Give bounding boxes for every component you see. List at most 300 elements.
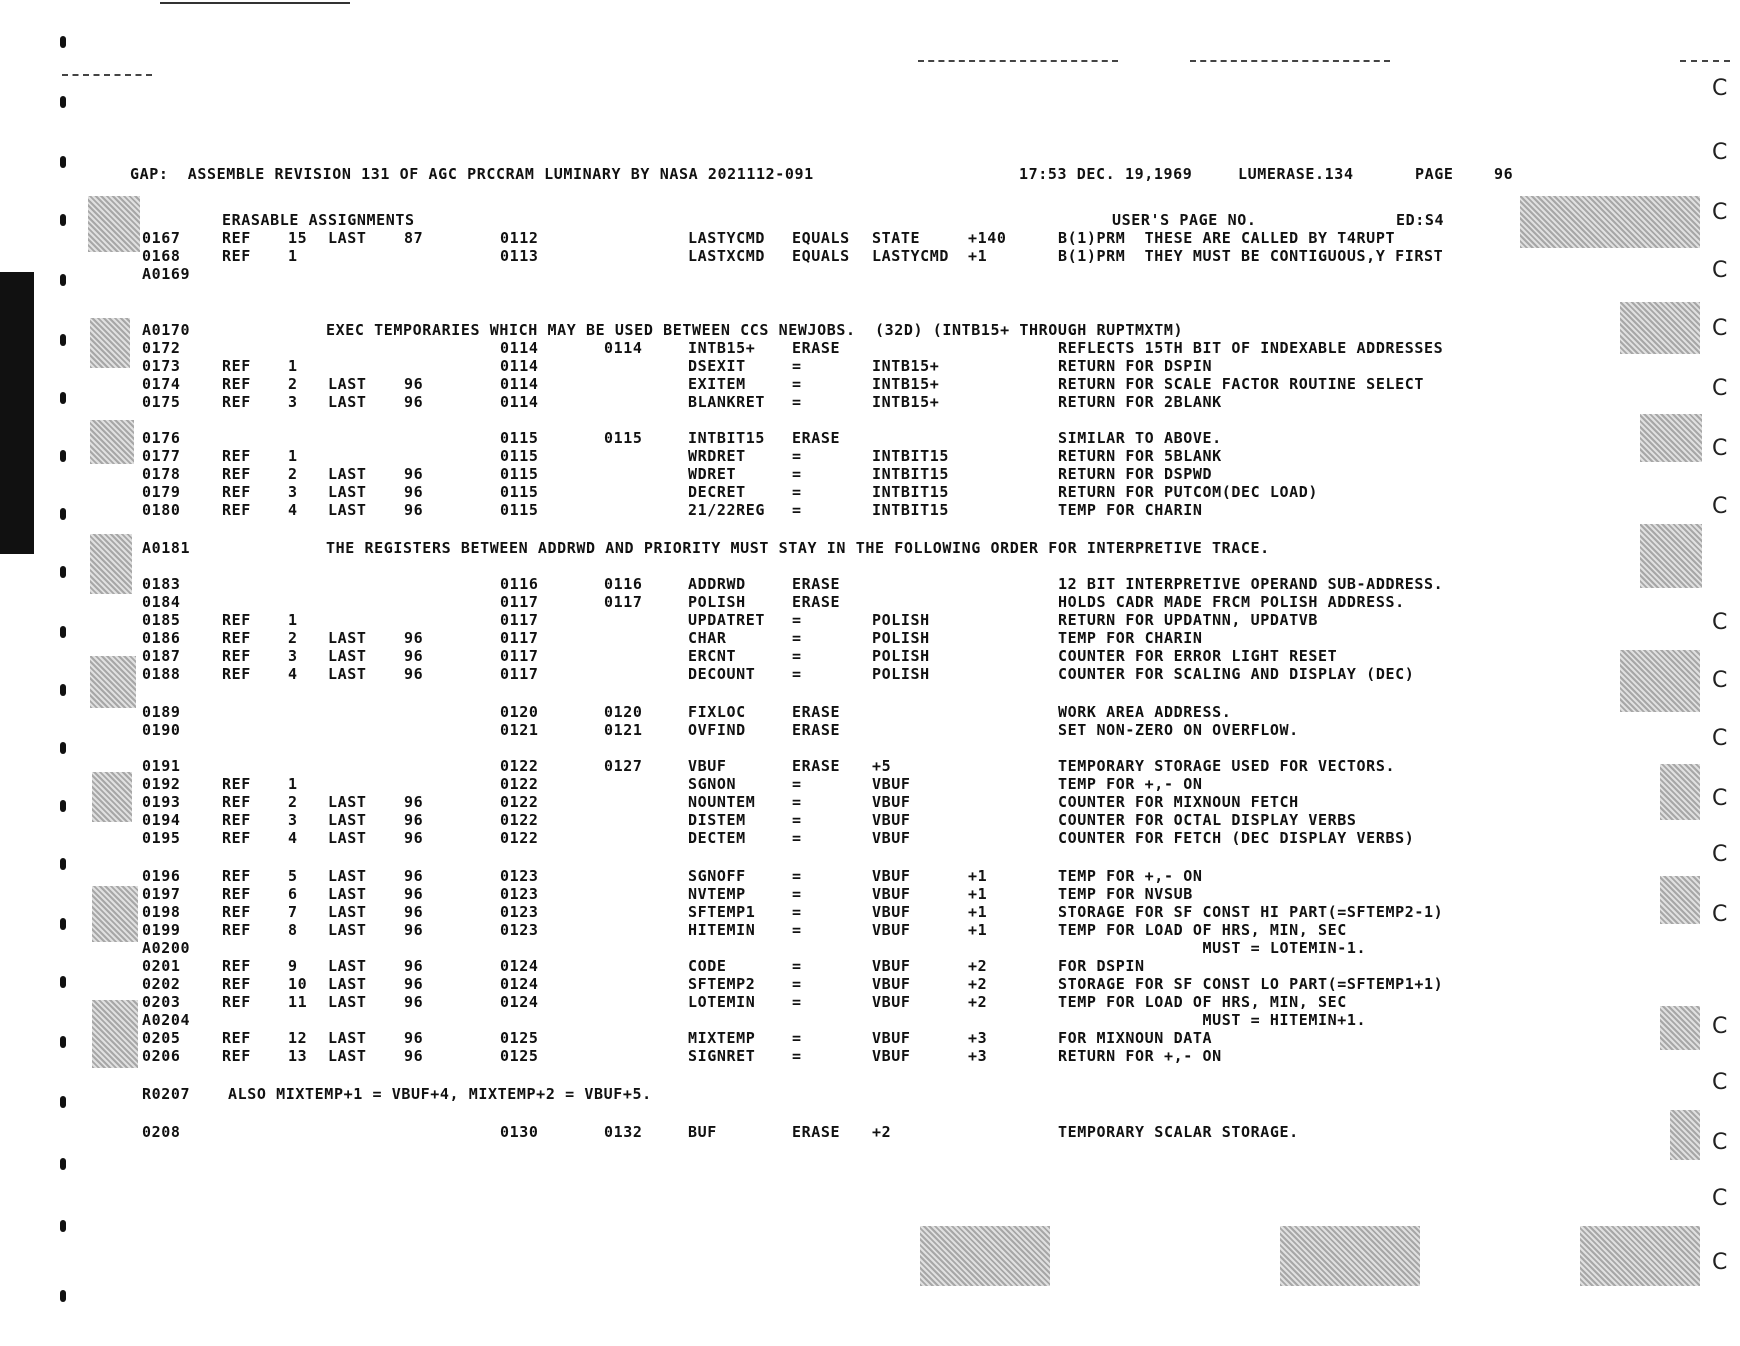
col-e: 96 xyxy=(404,903,424,921)
col-f: 0115 xyxy=(500,447,539,465)
col-l: COUNTER FOR FETCH (DEC DISPLAY VERBS) xyxy=(1058,829,1415,847)
col-a: 0184 xyxy=(142,593,181,611)
col-l: MUST = LOTEMIN-1. xyxy=(1058,939,1367,957)
col-h: INTBIT15 xyxy=(688,429,766,447)
listing-line xyxy=(0,792,1740,812)
col-d: LAST xyxy=(328,975,367,993)
feed-hole xyxy=(60,1220,66,1232)
col-l: TEMPORARY STORAGE USED FOR VECTORS. xyxy=(1058,757,1396,775)
col-e: 96 xyxy=(404,885,424,903)
col-j: LASTYCMD xyxy=(872,247,950,265)
col-l: B(1)PRM THESE ARE CALLED BY T4RUPT xyxy=(1058,229,1396,247)
col-d: LAST xyxy=(328,393,367,411)
col-j: VBUF xyxy=(872,1047,911,1065)
col-c: 5 xyxy=(288,867,298,885)
col-a: 0195 xyxy=(142,829,181,847)
col-l: FOR DSPIN xyxy=(1058,957,1145,975)
scan-noise xyxy=(920,1226,1050,1286)
listing-line xyxy=(0,828,1740,848)
col-d: LAST xyxy=(328,903,367,921)
listing-line xyxy=(0,756,1740,776)
col-f: 0114 xyxy=(500,357,539,375)
col-f: 0123 xyxy=(500,903,539,921)
listing-line xyxy=(0,500,1740,520)
col-i: = xyxy=(792,1047,802,1065)
col-d: LAST xyxy=(328,1029,367,1047)
col-a: 0193 xyxy=(142,793,181,811)
col-c: 2 xyxy=(288,375,298,393)
dash-mark xyxy=(62,74,152,76)
header-time: 17:53 DEC. 19,1969 xyxy=(1019,165,1193,183)
listing-line xyxy=(0,974,1740,994)
col-d: LAST xyxy=(328,885,367,903)
col-l: COUNTER FOR MIXNOUN FETCH xyxy=(1058,793,1299,811)
col-e: 96 xyxy=(404,829,424,847)
col-c: 3 xyxy=(288,483,298,501)
col-e: 96 xyxy=(404,975,424,993)
col-h: SIGNRET xyxy=(688,1047,756,1065)
col-a: 0175 xyxy=(142,393,181,411)
col-g: 0120 xyxy=(604,703,643,721)
col-a: 0191 xyxy=(142,757,181,775)
col-b: REF xyxy=(222,357,251,375)
col-f: 0115 xyxy=(500,429,539,447)
col-b: REF xyxy=(222,993,251,1011)
col-g: 0115 xyxy=(604,429,643,447)
listing-line xyxy=(0,956,1740,976)
listing-line xyxy=(0,228,1740,248)
col-a: 0208 xyxy=(142,1123,181,1141)
edge-mark: C xyxy=(1712,1070,1728,1095)
col-h: VBUF xyxy=(688,757,727,775)
col-j: +2 xyxy=(872,1123,892,1141)
col-c: 15 xyxy=(288,229,308,247)
col-i: = xyxy=(792,1029,802,1047)
col-a: 0203 xyxy=(142,993,181,1011)
feed-hole xyxy=(60,36,66,48)
col-f: 0122 xyxy=(500,793,539,811)
col-a: 0183 xyxy=(142,575,181,593)
listing-line xyxy=(0,1122,1740,1142)
col-i: = xyxy=(792,921,802,939)
col-b: REF xyxy=(222,1029,251,1047)
col-a: 0199 xyxy=(142,921,181,939)
col-h: EXITEM xyxy=(688,375,746,393)
col-k: +1 xyxy=(968,903,988,921)
col-a: A0181 xyxy=(142,539,191,557)
col-j: POLISH xyxy=(872,611,930,629)
col-h: DISTEM xyxy=(688,811,746,829)
col-i: ERASE xyxy=(792,757,841,775)
col-e: 96 xyxy=(404,629,424,647)
col-f: 0122 xyxy=(500,757,539,775)
col-j: INTBIT15 xyxy=(872,465,950,483)
col-k: +140 xyxy=(968,229,1007,247)
col-c: 12 xyxy=(288,1029,308,1047)
col-c: 3 xyxy=(288,393,298,411)
col-j: INTBIT15 xyxy=(872,483,950,501)
col-d: LAST xyxy=(328,501,367,519)
col-l: B(1)PRM THEY MUST BE CONTIGUOUS,Y FIRST xyxy=(1058,247,1444,265)
col-a: 0173 xyxy=(142,357,181,375)
col-i: = xyxy=(792,393,802,411)
col-e: 96 xyxy=(404,993,424,1011)
col-e: 87 xyxy=(404,229,424,247)
col-b: REF xyxy=(222,501,251,519)
col-b: REF xyxy=(222,1047,251,1065)
col-f: 0125 xyxy=(500,1047,539,1065)
col-l: SIMILAR TO ABOVE. xyxy=(1058,429,1222,447)
col-i: = xyxy=(792,867,802,885)
col-b: REF xyxy=(222,975,251,993)
col-b: REF xyxy=(222,921,251,939)
col-d: LAST xyxy=(328,957,367,975)
col-k: +2 xyxy=(968,975,988,993)
col-d: LAST xyxy=(328,1047,367,1065)
listing-line xyxy=(0,992,1740,1012)
listing-line xyxy=(0,538,1740,558)
header-line xyxy=(0,164,1740,184)
col-c: 3 xyxy=(288,647,298,665)
listing-line xyxy=(0,774,1740,794)
col-a: 0198 xyxy=(142,903,181,921)
edge-mark: C xyxy=(1712,1014,1728,1039)
col-i: = xyxy=(792,629,802,647)
edge-mark: C xyxy=(1712,140,1728,165)
col-i: ERASE xyxy=(792,703,841,721)
col-l: STORAGE FOR SF CONST LO PART(=SFTEMP1+1) xyxy=(1058,975,1444,993)
feed-hole xyxy=(60,1290,66,1302)
listing-line xyxy=(0,902,1740,922)
listing-line xyxy=(0,938,1740,958)
col-h: HITEMIN xyxy=(688,921,756,939)
listing-line xyxy=(0,866,1740,886)
col-f: 0117 xyxy=(500,665,539,683)
col-j: INTB15+ xyxy=(872,357,940,375)
col-l: REFLECTS 15TH BIT OF INDEXABLE ADDRESSES xyxy=(1058,339,1444,357)
header-program: LUMERASE.134 xyxy=(1238,165,1354,183)
col-e: 96 xyxy=(404,501,424,519)
section-line xyxy=(0,210,1740,230)
col-i: ERASE xyxy=(792,429,841,447)
col-d: LAST xyxy=(328,829,367,847)
col-l: RETURN FOR 5BLANK xyxy=(1058,447,1222,465)
col-c: 2 xyxy=(288,629,298,647)
top-rule xyxy=(160,2,350,4)
col-k: +1 xyxy=(968,885,988,903)
col-l: TEMPORARY SCALAR STORAGE. xyxy=(1058,1123,1299,1141)
col-f: 0121 xyxy=(500,721,539,739)
col-l: COUNTER FOR ERROR LIGHT RESET xyxy=(1058,647,1338,665)
listing-line xyxy=(0,1028,1740,1048)
col-d: LAST xyxy=(328,375,367,393)
col-h: FIXLOC xyxy=(688,703,746,721)
col-b: REF xyxy=(222,775,251,793)
col-d: LAST xyxy=(328,811,367,829)
col-i: = xyxy=(792,903,802,921)
col-j: VBUF xyxy=(872,903,911,921)
col-d: LAST xyxy=(328,629,367,647)
comment-line: ALSO MIXTEMP+1 = VBUF+4, MIXTEMP+2 = VBUF+5. xyxy=(228,1085,652,1103)
listing-line xyxy=(0,1046,1740,1066)
col-l: RETURN FOR 2BLANK xyxy=(1058,393,1222,411)
col-f: 0122 xyxy=(500,811,539,829)
edge-mark: C xyxy=(1712,786,1728,811)
col-a: 0180 xyxy=(142,501,181,519)
col-b: REF xyxy=(222,957,251,975)
col-j: VBUF xyxy=(872,975,911,993)
col-b: REF xyxy=(222,867,251,885)
listing-line xyxy=(0,1084,1740,1104)
listing-line xyxy=(0,702,1740,722)
edge-mark: C xyxy=(1712,1250,1728,1275)
col-j: POLISH xyxy=(872,665,930,683)
col-f: 0116 xyxy=(500,575,539,593)
col-b: REF xyxy=(222,465,251,483)
section-title: ERASABLE ASSIGNMENTS xyxy=(222,211,415,229)
col-j: +5 xyxy=(872,757,892,775)
col-a: A0169 xyxy=(142,265,191,283)
col-h: POLISH xyxy=(688,593,746,611)
col-b: REF xyxy=(222,447,251,465)
col-d: LAST xyxy=(328,465,367,483)
col-f: 0114 xyxy=(500,393,539,411)
col-i: EQUALS xyxy=(792,229,850,247)
col-f: 0123 xyxy=(500,885,539,903)
col-h: WRDRET xyxy=(688,447,746,465)
col-a: 0194 xyxy=(142,811,181,829)
edge-mark: C xyxy=(1712,668,1728,693)
listing-line xyxy=(0,246,1740,266)
col-l: SET NON-ZERO ON OVERFLOW. xyxy=(1058,721,1299,739)
col-e: 96 xyxy=(404,665,424,683)
col-c: 1 xyxy=(288,247,298,265)
col-l: TEMP FOR +,- ON xyxy=(1058,867,1203,885)
col-i: = xyxy=(792,447,802,465)
col-i: = xyxy=(792,375,802,393)
col-g: 0114 xyxy=(604,339,643,357)
edge-mark: C xyxy=(1712,1130,1728,1155)
col-f: 0115 xyxy=(500,501,539,519)
col-f: 0122 xyxy=(500,829,539,847)
col-c: 11 xyxy=(288,993,308,1011)
col-c: 4 xyxy=(288,501,298,519)
listing-line xyxy=(0,1010,1740,1030)
col-b: REF xyxy=(222,903,251,921)
edge-mark: C xyxy=(1712,494,1728,519)
col-l: TEMP FOR LOAD OF HRS, MIN, SEC xyxy=(1058,993,1347,1011)
col-i: = xyxy=(792,993,802,1011)
feed-hole xyxy=(60,1158,66,1170)
col-e: 96 xyxy=(404,793,424,811)
col-h: SGNON xyxy=(688,775,737,793)
col-f: 0115 xyxy=(500,465,539,483)
col-h: NVTEMP xyxy=(688,885,746,903)
col-l: TEMP FOR NVSUB xyxy=(1058,885,1193,903)
col-e: 96 xyxy=(404,1029,424,1047)
col-i: = xyxy=(792,975,802,993)
col-l: TEMP FOR CHARIN xyxy=(1058,501,1203,519)
col-i: = xyxy=(792,775,802,793)
col-c: 1 xyxy=(288,611,298,629)
col-i: ERASE xyxy=(792,575,841,593)
col-a: A0204 xyxy=(142,1011,191,1029)
col-j: INTB15+ xyxy=(872,393,940,411)
col-b: REF xyxy=(222,829,251,847)
col-h: BLANKRET xyxy=(688,393,766,411)
col-a: 0192 xyxy=(142,775,181,793)
dash-mark xyxy=(1680,60,1730,62)
col-c: 9 xyxy=(288,957,298,975)
edge-mark: C xyxy=(1712,1186,1728,1211)
col-f: 0114 xyxy=(500,339,539,357)
col-h: 21/22REG xyxy=(688,501,766,519)
col-f: 0117 xyxy=(500,593,539,611)
col-j: INTBIT15 xyxy=(872,501,950,519)
listing-line xyxy=(0,884,1740,904)
col-i: = xyxy=(792,793,802,811)
col-j: VBUF xyxy=(872,957,911,975)
col-l: HOLDS CADR MADE FRCM POLISH ADDRESS. xyxy=(1058,593,1405,611)
col-i: = xyxy=(792,647,802,665)
col-d: LAST xyxy=(328,647,367,665)
col-i: = xyxy=(792,885,802,903)
col-f: 0123 xyxy=(500,867,539,885)
col-f: 0123 xyxy=(500,921,539,939)
col-i: ERASE xyxy=(792,339,841,357)
listing-line xyxy=(0,920,1740,940)
listing-line xyxy=(0,264,1740,284)
col-e: 96 xyxy=(404,375,424,393)
edge-mark: C xyxy=(1712,200,1728,225)
col-l: COUNTER FOR SCALING AND DISPLAY (DEC) xyxy=(1058,665,1415,683)
col-a: 0186 xyxy=(142,629,181,647)
col-c: 2 xyxy=(288,465,298,483)
edge-mark: C xyxy=(1712,76,1728,101)
col-j: VBUF xyxy=(872,885,911,903)
dash-mark xyxy=(1190,60,1390,62)
col-b: REF xyxy=(222,629,251,647)
col-c: 6 xyxy=(288,885,298,903)
col-i: = xyxy=(792,611,802,629)
col-l: RETURN FOR DSPIN xyxy=(1058,357,1213,375)
edge-mark: C xyxy=(1712,610,1728,635)
col-l: MUST = HITEMIN+1. xyxy=(1058,1011,1367,1029)
listing-line xyxy=(0,810,1740,830)
listing-line xyxy=(0,592,1740,612)
col-h: OVFIND xyxy=(688,721,746,739)
col-b: REF xyxy=(222,811,251,829)
col-b: REF xyxy=(222,393,251,411)
col-f: 0112 xyxy=(500,229,539,247)
listing-line xyxy=(0,610,1740,630)
col-a: 0196 xyxy=(142,867,181,885)
col-b: REF xyxy=(222,611,251,629)
col-b: REF xyxy=(222,229,251,247)
col-h: DSEXIT xyxy=(688,357,746,375)
col-a: 0177 xyxy=(142,447,181,465)
col-c: 8 xyxy=(288,921,298,939)
col-f: 0130 xyxy=(500,1123,539,1141)
col-a: R0207 xyxy=(142,1085,191,1103)
col-a: 0176 xyxy=(142,429,181,447)
col-h: DECTEM xyxy=(688,829,746,847)
col-h: CHAR xyxy=(688,629,727,647)
col-l: RETURN FOR DSPWD xyxy=(1058,465,1213,483)
header-page-label: PAGE xyxy=(1415,165,1454,183)
col-c: 1 xyxy=(288,447,298,465)
col-g: 0121 xyxy=(604,721,643,739)
col-i: = xyxy=(792,829,802,847)
col-d: LAST xyxy=(328,993,367,1011)
col-e: 96 xyxy=(404,393,424,411)
users-page: USER'S PAGE NO. xyxy=(1112,211,1257,229)
col-d: LAST xyxy=(328,483,367,501)
col-b: REF xyxy=(222,375,251,393)
col-a: 0197 xyxy=(142,885,181,903)
col-f: 0117 xyxy=(500,611,539,629)
col-a: 0205 xyxy=(142,1029,181,1047)
scan-noise xyxy=(1580,1226,1700,1286)
col-l: TEMP FOR LOAD OF HRS, MIN, SEC xyxy=(1058,921,1347,939)
col-f: 0115 xyxy=(500,483,539,501)
col-i: = xyxy=(792,665,802,683)
col-j: INTBIT15 xyxy=(872,447,950,465)
col-c: 1 xyxy=(288,357,298,375)
col-e: 96 xyxy=(404,957,424,975)
col-d: LAST xyxy=(328,229,367,247)
edge-mark: C xyxy=(1712,902,1728,927)
col-a: 0206 xyxy=(142,1047,181,1065)
listing-line xyxy=(0,356,1740,376)
col-e: 96 xyxy=(404,921,424,939)
col-h: SGNOFF xyxy=(688,867,746,885)
col-h: LASTYCMD xyxy=(688,229,766,247)
col-l: FOR MIXNOUN DATA xyxy=(1058,1029,1213,1047)
col-a: 0202 xyxy=(142,975,181,993)
col-b: REF xyxy=(222,647,251,665)
edge-mark: C xyxy=(1712,258,1728,283)
col-e: 96 xyxy=(404,465,424,483)
col-j: VBUF xyxy=(872,793,911,811)
col-k: +3 xyxy=(968,1047,988,1065)
feed-hole xyxy=(60,684,66,696)
col-j: STATE xyxy=(872,229,921,247)
edge-mark: C xyxy=(1712,726,1728,751)
listing-line xyxy=(0,428,1740,448)
col-i: ERASE xyxy=(792,721,841,739)
col-f: 0113 xyxy=(500,247,539,265)
listing-line xyxy=(0,464,1740,484)
col-e: 96 xyxy=(404,867,424,885)
col-l: TEMP FOR CHARIN xyxy=(1058,629,1203,647)
listing-line xyxy=(0,646,1740,666)
col-a: 0172 xyxy=(142,339,181,357)
col-a: 0187 xyxy=(142,647,181,665)
col-a: A0170 xyxy=(142,321,191,339)
col-a: 0168 xyxy=(142,247,181,265)
header-text: GAP: ASSEMBLE REVISION 131 OF AGC PRCCRAM LUMINARY BY NASA 2021112-091 xyxy=(130,165,814,183)
comment-line: EXEC TEMPORARIES WHICH MAY BE USED BETWEEN CCS NEWJOBS. (32D) (INTB15+ THROUGH RUPTMXTM) xyxy=(326,321,1184,339)
header-page-number: 96 xyxy=(1494,165,1514,183)
col-b: REF xyxy=(222,793,251,811)
col-l: 12 BIT INTERPRETIVE OPERAND SUB-ADDRESS. xyxy=(1058,575,1444,593)
col-b: REF xyxy=(222,247,251,265)
col-f: 0124 xyxy=(500,993,539,1011)
col-b: REF xyxy=(222,483,251,501)
col-i: ERASE xyxy=(792,593,841,611)
col-j: VBUF xyxy=(872,993,911,1011)
